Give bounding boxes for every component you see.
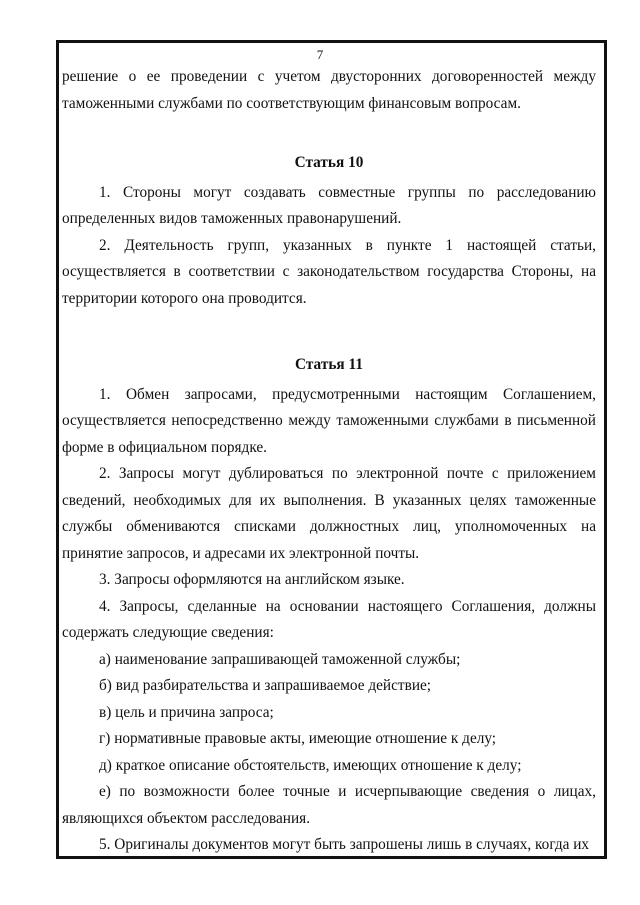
article-11-title: Статья 11 (295, 356, 363, 373)
article-11-paragraph-1: 1. Обмен запросами, предусмотренными настоящим Соглашением, осуществляется непосредственно между таможенными службами в письменной форме в официальном порядке. (62, 385, 596, 456)
article-10-paragraph-2: 2. Деятельность групп, указанных в пункте 1 настоящей статьи, осуществляется в соответствии с законодательством государства Стороны, на территории которого она проводится. (62, 236, 596, 307)
list-item-b: б) вид разбирательства и запрашиваемое действие; (99, 677, 432, 694)
list-item-v: в) цель и причина запроса; (99, 703, 274, 721)
article-11-paragraph-5: 5. Оригиналы документов могут быть запрошены лишь в случаях, когда их (99, 836, 590, 853)
article-10-title: Статья 10 (294, 154, 364, 171)
article-11-paragraph-2: 2. Запросы могут дублироваться по электронной почте с приложением сведений, необходимых для их выполнения. В указанных целях таможенные службы обмениваются списками должностных лиц, уполномоченных на принятие запросов, и адресами их электронной почты. (62, 465, 596, 562)
list-item-a: а) наименование запрашивающей таможенной службы; (99, 650, 461, 668)
intro-paragraph: решение о ее проведении с учетом двусторонних договоренностей между таможенными службами по соответствующим финансовым вопросам. (62, 68, 596, 112)
article-11-paragraph-3: 3. Запросы оформляются на английском языке. (99, 571, 405, 588)
article-11-paragraph-4: 4. Запросы, сделанные на основании настоящего Соглашения, должны содержать следующие сведения: (62, 597, 596, 641)
list-item-g: г) нормативные правовые акты, имеющие отношение к делу; (99, 730, 497, 747)
article-10-paragraph-1: 1. Стороны могут создавать совместные группы по расследованию определенных видов таможенных правонарушений. (62, 183, 596, 227)
page-number: 7 (316, 47, 324, 62)
document-body (62, 64, 596, 859)
list-item-d: д) краткое описание обстоятельств, имеющих отношение к делу; (99, 756, 522, 774)
list-item-e: е) по возможности более точные и исчерпывающие сведения о лицах, являющихся объектом расследования. (62, 783, 596, 827)
